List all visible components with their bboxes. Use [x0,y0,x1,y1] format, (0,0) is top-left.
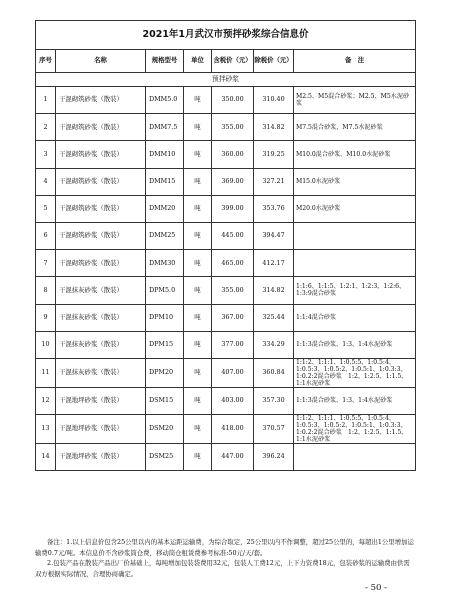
row-note: M7.5混合砂浆、M7.5水泥砂浆 [294,114,416,141]
row-note: 1:1:2、1:1:1、1:0.5:5、1:0.5:4、1:0.5:3、1:0.5:2、1:0.5:1、1:0.3:3、1:0.2:2混合砂浆 1:2、1:2.5、1:1.5、1:1水泥砂浆 [294,415,416,444]
row-name: 干混砌筑砂浆（散装） [56,222,146,249]
row-spec: DPM10 [146,304,184,331]
row-name: 干混砌筑砂浆（散装） [56,87,146,114]
row-unit: 吨 [184,141,212,168]
row-number: 6 [36,222,56,249]
price-table [35,20,416,471]
row-price-tax: 367.00 [212,304,254,331]
table-row [36,387,416,414]
row-price-tax: 350.00 [212,87,254,114]
row-spec: DSM25 [146,444,184,471]
table-row [36,195,416,222]
row-note: 1:1:2、1:1:1、1:0.5:5、1:0.5:4、1:0.5:3、1:0.5:2、1:0.5:1、1:0.3:3、1:0.2:2混合砂浆 1:2、1:2.5、1:1.5、1:1水泥砂浆 [294,358,416,387]
row-name: 干混抹灰砂浆（散装） [56,304,146,331]
row-number: 10 [36,331,56,358]
header-no: 序号 [36,50,56,73]
row-number: 7 [36,250,56,277]
table-title: 2021年1月武汉市预拌砂浆综合信息价 [36,21,416,50]
row-unit: 吨 [184,444,212,471]
footnote-2: 2.包装产品在散装产品出厂价基础上，每吨增加包装袋费用32元，包装人工费12元，上下力资费18元，包装砂浆的运输费由供需双方根据实际情况，合理协商确定。 [35,559,410,578]
table-row [36,250,416,277]
row-price-tax: 465.00 [212,250,254,277]
table-row [36,444,416,471]
row-spec: DMM5.0 [146,87,184,114]
row-unit: 吨 [184,222,212,249]
row-number: 11 [36,358,56,387]
row-name: 干混砌筑砂浆（散装） [56,141,146,168]
row-spec: DMM20 [146,195,184,222]
row-price-tax: 355.00 [212,277,254,304]
page-number: - 50 - [365,583,387,593]
table-row [36,87,416,114]
row-name: 干混抹灰砂浆（散装） [56,358,146,387]
row-note: M10.0混合砂浆、M10.0水泥砂浆 [294,141,416,168]
table-row [36,222,416,249]
row-number: 5 [36,195,56,222]
row-number: 4 [36,168,56,195]
row-spec: DMM10 [146,141,184,168]
footnote-1: 备注：1.以上信息价包含25公里以内的基本运距运输费，为综合取定，25公里以内不作调整，超过25公里的，每超出1公里增加运输费0.7元/吨。本信息价不含砂浆筒仓费，移动筒仓租赁费参考标准:50元/天/套。 [35,538,414,557]
row-price-notax: 360.84 [254,358,294,387]
footnotes [35,537,415,579]
row-unit: 吨 [184,358,212,387]
row-price-notax: 314.82 [254,114,294,141]
row-spec: DSM15 [146,387,184,414]
row-spec: DPM20 [146,358,184,387]
header-spec: 规格型号 [146,50,184,73]
row-spec: DSM20 [146,415,184,444]
table-row [36,358,416,387]
row-spec: DPM5.0 [146,277,184,304]
row-number: 12 [36,387,56,414]
row-unit: 吨 [184,415,212,444]
row-note: 1:1:3混合砂浆、1:3、1:4水泥砂浆 [294,387,416,414]
header-price-notax: 除税价（元） [254,50,294,73]
row-spec: DMM25 [146,222,184,249]
table-row [36,277,416,304]
row-number: 2 [36,114,56,141]
table-row [36,415,416,444]
header-price-tax: 含税价（元） [212,50,254,73]
header-name: 名称 [56,50,146,73]
row-number: 1 [36,87,56,114]
row-price-notax: 370.57 [254,415,294,444]
row-price-notax: 353.76 [254,195,294,222]
row-name: 干混砌筑砂浆（散装） [56,250,146,277]
row-price-tax: 407.00 [212,358,254,387]
row-unit: 吨 [184,387,212,414]
section-label: 预拌砂浆 [36,73,416,87]
row-price-tax: 360.00 [212,141,254,168]
row-note: 1:1:4混合砂浆 [294,304,416,331]
row-price-notax: 310.40 [254,87,294,114]
row-price-tax: 447.00 [212,444,254,471]
row-note [294,222,416,249]
row-price-notax: 412.17 [254,250,294,277]
row-note: 1:1:3混合砂浆、1:3、1:4水泥砂浆 [294,331,416,358]
row-note [294,444,416,471]
table-row [36,304,416,331]
row-price-notax: 396.24 [254,444,294,471]
row-price-notax: 325.44 [254,304,294,331]
row-price-tax: 403.00 [212,387,254,414]
row-note: M20.0水泥砂浆 [294,195,416,222]
row-spec: DMM7.5 [146,114,184,141]
row-unit: 吨 [184,87,212,114]
row-price-tax: 355.00 [212,114,254,141]
row-price-notax: 314.82 [254,277,294,304]
row-unit: 吨 [184,195,212,222]
table-row [36,141,416,168]
header-note: 备 注 [294,50,416,73]
row-number: 8 [36,277,56,304]
table-row [36,114,416,141]
table-row [36,331,416,358]
row-price-notax: 334.29 [254,331,294,358]
row-unit: 吨 [184,250,212,277]
header-unit: 单位 [184,50,212,73]
row-name: 干混地坪砂浆（散装） [56,444,146,471]
row-number: 13 [36,415,56,444]
row-spec: DPM15 [146,331,184,358]
row-name: 干混砌筑砂浆（散装） [56,114,146,141]
price-sheet [35,20,415,471]
row-note: 1:1:6、1:1:5、1:2:1、1:2:3、1:2:6、1:3:9混合砂浆 [294,277,416,304]
row-note [294,250,416,277]
row-price-tax: 418.00 [212,415,254,444]
row-name: 干混抹灰砂浆（散装） [56,331,146,358]
row-note: M2.5、M5混合砂浆；M2.5、M5水泥砂浆 [294,87,416,114]
row-price-tax: 377.00 [212,331,254,358]
row-unit: 吨 [184,331,212,358]
row-price-tax: 445.00 [212,222,254,249]
row-unit: 吨 [184,168,212,195]
row-number: 9 [36,304,56,331]
row-name: 干混砌筑砂浆（散装） [56,195,146,222]
row-spec: DMM30 [146,250,184,277]
row-price-notax: 357.30 [254,387,294,414]
row-number: 14 [36,444,56,471]
row-price-notax: 319.25 [254,141,294,168]
row-unit: 吨 [184,277,212,304]
table-row [36,168,416,195]
row-price-tax: 369.00 [212,168,254,195]
row-name: 干混地坪砂浆（散装） [56,415,146,444]
row-note: M15.0水泥砂浆 [294,168,416,195]
row-unit: 吨 [184,304,212,331]
row-price-tax: 399.00 [212,195,254,222]
row-price-notax: 327.21 [254,168,294,195]
row-unit: 吨 [184,114,212,141]
row-price-notax: 394.47 [254,222,294,249]
row-number: 3 [36,141,56,168]
row-name: 干混地坪砂浆（散装） [56,387,146,414]
row-spec: DMM15 [146,168,184,195]
row-name: 干混砌筑砂浆（散装） [56,168,146,195]
row-name: 干混抹灰砂浆（散装） [56,277,146,304]
